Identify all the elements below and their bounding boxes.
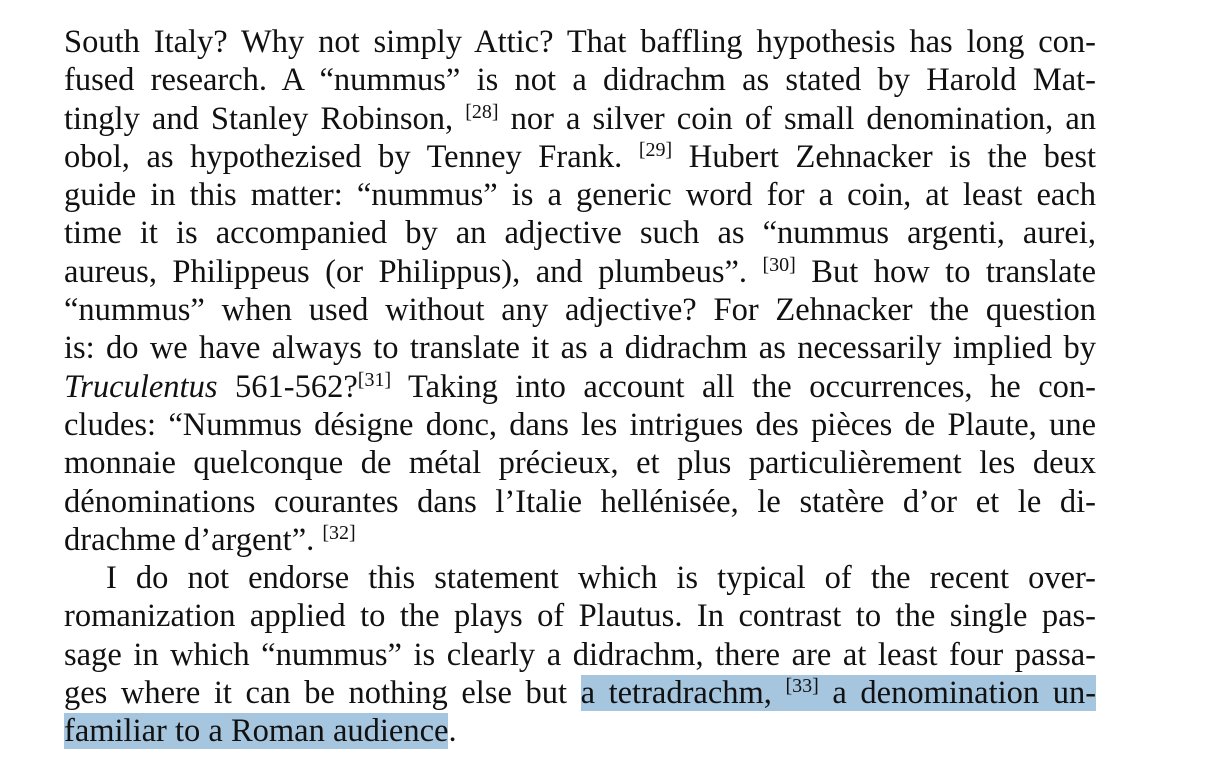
text-line: time it is accompanied by an adjective such as “nummus argenti, aurei, — [64, 215, 1096, 252]
text-line: I do not endorse this statement which is typical of the recent over- — [106, 560, 1096, 597]
footnote-link-33[interactable]: [33] — [785, 675, 819, 698]
text-line: aureus, Philippeus (or Philippus), and plumbeus”. [30] But how to translate — [64, 253, 1096, 290]
footnote-link-31[interactable]: [31] — [357, 368, 392, 391]
text-line: sage in which “nummus” is clearly a didrachm, there are at least four passa- — [64, 636, 1096, 673]
text-line: obol, as hypothezised by Tenney Frank. [29] Hubert Zehnacker is the best — [64, 138, 1097, 175]
text-line: drachme d’argent”. [32] — [64, 521, 356, 558]
paragraph-1 — [64, 23, 1096, 559]
text-line: Truculentus 561-562?[31] Taking into account all the occurrences, he con- — [64, 368, 1096, 405]
footnote-link-32[interactable]: [32] — [322, 521, 356, 544]
text-line: romanization applied to the plays of Plautus. In contrast to the single pas- — [64, 598, 1096, 635]
paragraph-2 — [64, 559, 1096, 750]
text-line: “nummus” when used without any adjective? For Zehnacker the question — [64, 292, 1096, 329]
text-line: South Italy? Why not simply Attic? That baffling hypothesis has long con- — [64, 24, 1096, 60]
text-line: dénominations courantes dans l’Italie hellénisée, le statère d’or et le di- — [64, 483, 1096, 520]
text-line: tingly and Stanley Robinson, [28] nor a silver coin of small denomination, an — [64, 100, 1097, 137]
text-line: familiar to a Roman audience. — [64, 713, 457, 750]
text-line: fused research. A “nummus” is not a didrachm as stated by Harold Mat- — [64, 62, 1096, 99]
footnote-link-29[interactable]: [29] — [638, 138, 673, 161]
text-line: ges where it can be nothing else but a tetradrachm, [33] a denomination un- — [64, 675, 1097, 712]
work-title: Truculentus — [64, 368, 218, 405]
text-line: cludes: “Nummus désigne donc, dans les intrigues des pièces de Plaute, une — [64, 406, 1096, 443]
text-selection[interactable]: a tetradrachm, [33] a denomination un- — [580, 675, 1097, 712]
document-text — [64, 23, 1096, 751]
text-line: is: do we have always to translate it as a didrachm as necessarily implied by — [64, 330, 1096, 367]
footnote-link-28[interactable]: [28] — [465, 100, 499, 123]
text-selection[interactable]: familiar to a Roman audience — [64, 713, 449, 750]
text-line: monnaie quelconque de métal précieux, et plus particulièrement les deux — [64, 445, 1096, 482]
footnote-link-30[interactable]: [30] — [762, 253, 796, 276]
text-line: guide in this matter: “nummus” is a generic word for a coin, at least each — [64, 177, 1096, 214]
